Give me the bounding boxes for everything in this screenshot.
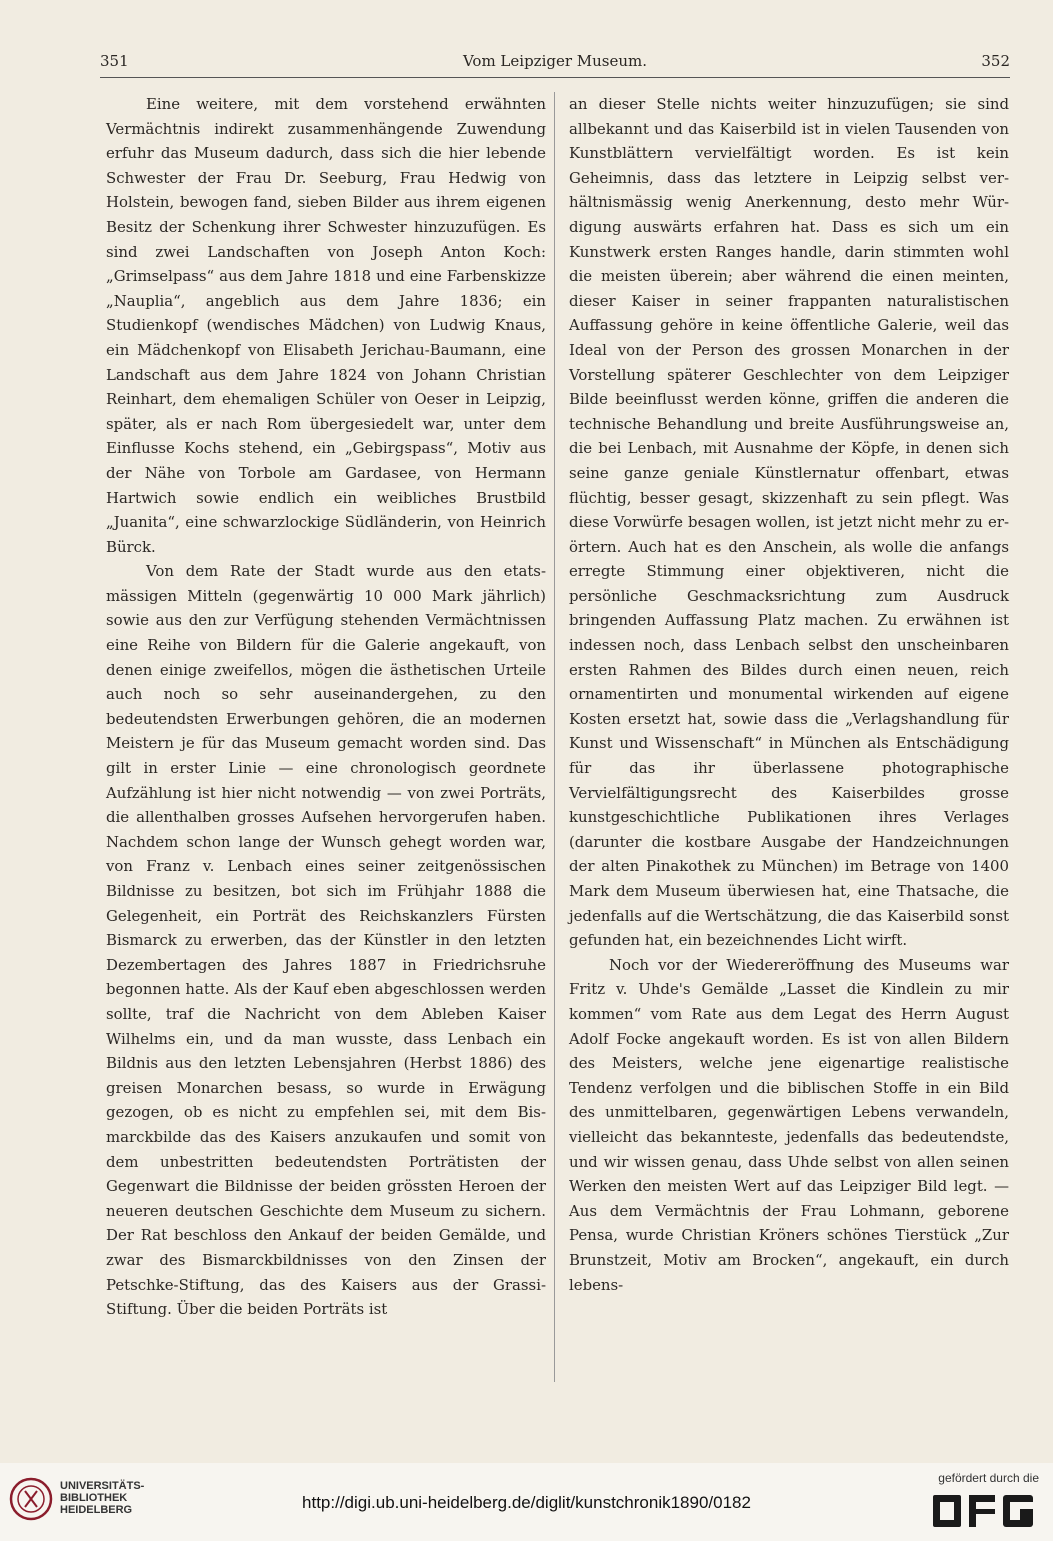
left-page-number: 351 xyxy=(100,52,129,70)
right-column xyxy=(569,92,1009,1297)
right-page-number: 352 xyxy=(981,52,1010,70)
library-name-line-3: HEIDELBERG xyxy=(60,1504,133,1516)
left-paragraph-1: Eine weitere, mit dem vorstehend erwähnten Vermächtnis indirekt zusammenhängende Zuwendung erfuhr das Museum dadurch, dass sich die hier lebende Schwester der Frau Dr. Seeburg, Frau Hedwig von Holstein, bewogen fand, sieben Bilder aus ihrem eigenen Besitz der Schenkung ihrer Schwester hinzuzufügen. Es sind zwei Landschaften von Joseph Anton Koch: „Grimselpass“ aus dem Jahre 1818 und eine Farbenskizze „Nauplia“, angeblich aus dem Jahre 1836; ein Studienkopf (wendisches Mädchen) von Ludwig Knaus, ein Mädchenkopf von Elisabeth Jerichau-Baumann, eine Landschaft aus dem Jahre 1824 von Johann Christian Reinhart, dem ehemaligen Schüler von Oeser in Leipzig, später, als er nach Rom übergesiedelt war, unter dem Einflusse Kochs stehend, ein „Gebirgspass“, Motiv aus der Nähe von Torbole am Gardasee, von Hermann Hartwich sowie endlich ein weibliches Brustbild „Juanita“, eine schwarzlockige Südländerin, von Heinrich Bürck. xyxy=(106,95,546,556)
running-header xyxy=(100,50,1010,74)
column-divider xyxy=(554,92,555,1382)
left-column xyxy=(106,92,546,1322)
right-paragraph-1: an dieser Stelle nichts weiter hinzuzufügen; sie sind allbekannt und das Kaiserbild ist in vielen Tausenden von Kunstblättern vervielfältigt worden. Es ist kein Geheimnis, dass das letztere in Leipzig selbst verhältnismässig wenig Anerkennung, desto mehr Würdigung auswärts erfahren hat. Dass es sich um ein Kunstwerk ersten Ranges handle, darin stimmten wohl die meisten überein; aber während die einen meinten, dieser Kaiser in seiner frappanten naturalistischen Auffassung gehöre in keine öffentliche Galerie, weil das Ideal von der Person des grossen Monarchen in der Vorstellung späterer Geschlechter von dem Leipziger Bilde beeinflusst werden könne, griffen die anderen die technische Behandlung und breite Ausführungsweise an, die bei Lenbach, mit Ausnahme der Köpfe, in denen sich seine ganze geniale Künstlernatur offenbart, etwas flüchtig, besser gesagt, skizzenhaft zu sein pflegt. Was diese Vorwürfe besagen wollen, ist jetzt nicht mehr zu erörtern. Auch hat es den Anschein, als wolle die anfangs erregte Stimmung einer objektiveren, nicht die persönliche Geschmacksrichtung zum Ausdruck bringenden Auffassung Platz machen. Zu erwähnen ist indessen noch, dass Lenbach selbst den unscheinbaren ersten Rahmen des Bildes durch einen neuen, reich ornamentirten und monumental wirkenden auf eigene Kosten ersetzt hat, sowie dass die „Verlagshandlung für Kunst und Wissenschaft“ in München als Entschädigung für das ihr überlassene photographische Vervielfältigungsrecht des Kaiserbildes grosse kunstgeschichtliche Publikationen ihres Verlages (darunter die kostbare Ausgabe der Handzeichnungen der alten Pinakothek zu München) im Betrage von 1400 Mark dem Museum überwiesen hat, eine Thatsache, die jedenfalls auf die Wertschätzung, die das Kaiserbild sonst gefunden hat, ein bezeichnendes Licht wirft. xyxy=(569,95,1009,950)
library-name-line-1: UNIVERSITÄTS- xyxy=(60,1480,145,1492)
funding-note: gefördert durch die xyxy=(938,1471,1039,1485)
library-name-line-2: BIBLIOTHEK xyxy=(60,1492,128,1504)
right-paragraph-2: Noch vor der Wiedereröffnung des Museums war Fritz v. Uhde's Gemälde „Lasset die Kindlein zu mir kommen“ vom Rate aus dem Legat des Herrn August Adolf Focke angekauft worden. Es ist von allen Bildern des Meisters, welche jene eigenartige realistische Tendenz verfolgen und die biblischen Stoffe in ein Bild des unmittelbaren, gegenwärtigen Lebens verwandeln, vielleicht das bekannteste, jedenfalls das bedeutendste, und wir wissen genau, dass Uhde selbst von allen seinen Werken den meisten Wert auf das Leipziger Bild legt. — Aus dem Vermächtnis der Frau Lohmann, geborene Pensa, wurde Christian Kröners schönes Tierstück „Zur Brunstzeit, Motiv am Brocken“, angekauft, ein durch lebens- xyxy=(569,955,1009,1294)
source-url-link[interactable]: http://digi.ub.uni-heidelberg.de/diglit/kunstchronik1890/0182 xyxy=(302,1493,751,1512)
dfg-logo-icon xyxy=(929,1489,1039,1533)
left-paragraph-2: Von dem Rate der Stadt wurde aus den etatsmässigen Mitteln (gegenwärtig 10 000 Mark jährlich) sowie aus den zur Verfügung stehenden Vermächtnissen eine Reihe von Bildern für die Galerie angekauft, von denen einige zweifellos, mögen die ästhetischen Urteile auch noch so sehr auseinandergehen, zu den bedeutendsten Erwerbungen gehören, die an modernen Meistern je für das Museum gemacht worden sind. Das gilt in erster Linie — eine chronologisch geordnete Aufzählung ist hier nicht notwendig — von zwei Porträts, die allenthalben grosses Aufsehen hervorgerufen haben. Nachdem schon lange der Wunsch gehegt worden war, von Franz v. Lenbach eines seiner zeitgenössischen Bildnisse zu besitzen, bot sich im Frühjahr 1888 die Gelegenheit, ein Porträt des Reichskanzlers Fürsten Bismarck zu erwerben, das der Künstler in den letzten Dezembertagen des Jahres 1887 in Friedrichsruhe begonnen hatte. Als der Kauf eben abgeschlossen werden sollte, traf die Nachricht von dem Ableben Kaiser Wilhelms ein, und da man wusste, dass Lenbach ein Bildnis aus den letzten Lebensjahren (Herbst 1886) des greisen Monarchen besass, so wurde in Erwägung gezogen, ob es nicht zu empfehlen sei, mit dem Bismarckbilde das des Kaisers anzukaufen und somit von dem unbestritten bedeutendsten Porträtisten der Gegenwart die Bildnisse der beiden grössten Heroen der neueren deutschen Geschichte dem Museum zu sichern. Der Rat beschloss den Ankauf der beiden Gemälde, und zwar des Bismarckbildnisses von den Zinsen der Petschke-Stiftung, das des Kaisers aus der Grassi-Stiftung. Über die beiden Porträts ist xyxy=(106,562,546,1319)
digitization-footer xyxy=(0,1463,1053,1541)
header-rule xyxy=(100,77,1010,78)
running-title: Vom Leipziger Museum. xyxy=(462,52,648,70)
